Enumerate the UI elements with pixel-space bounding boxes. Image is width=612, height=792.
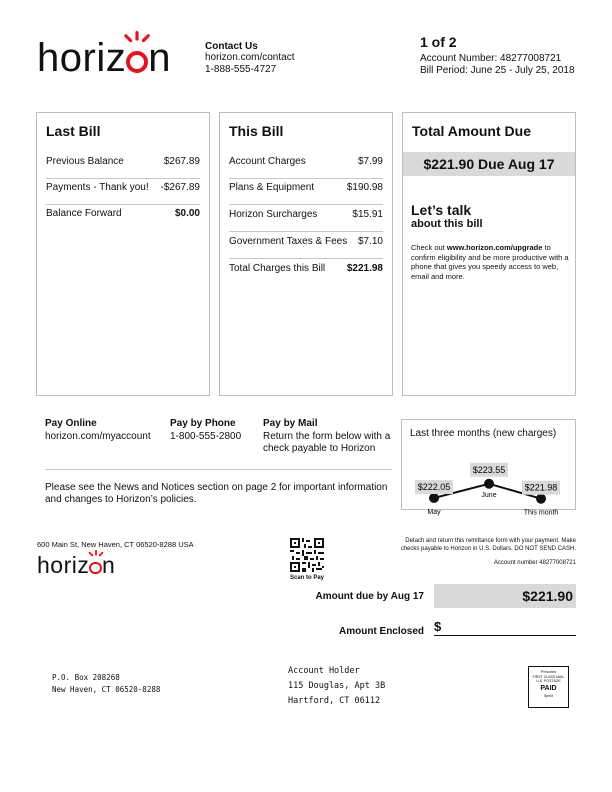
row-value: $15.91 <box>352 209 383 220</box>
postage-stamp <box>528 666 569 708</box>
charges-chart <box>401 419 576 517</box>
lets-talk-body <box>411 243 569 281</box>
chart-title: Last three months (new charges) <box>410 428 557 439</box>
data-label: $221.98 <box>524 482 558 493</box>
x-tick-label: June <box>481 491 497 499</box>
holder-line2: 115 Douglas, Apt 3B <box>288 681 386 691</box>
talk-text-post: to confirm eligibility and be more productive with a phone that gives you speedy access to web, email and more. <box>411 243 569 281</box>
row-label: Account Charges <box>229 156 306 167</box>
last-bill-panel <box>36 112 210 396</box>
data-point <box>484 479 494 489</box>
qr-code-icon <box>290 538 324 572</box>
row-label: Total Charges this Bill <box>229 263 326 274</box>
row-label: Plans & Equipment <box>229 182 315 193</box>
contact-title: Contact Us <box>205 41 258 52</box>
pay-online-title: Pay Online <box>45 418 97 429</box>
contact-block <box>205 41 295 76</box>
remit-address: 600 Main St, New Haven, CT 06520-8288 USA <box>37 540 194 549</box>
pay-phone-number[interactable]: 1-800-555-2800 <box>170 431 242 442</box>
account-block <box>420 34 575 77</box>
row-label: Horizon Surcharges <box>229 209 318 220</box>
table-row <box>46 205 200 231</box>
logo-text-start: horiz <box>37 552 90 578</box>
logo-rays-icon <box>121 31 153 47</box>
due-amount-bar: $221.90 Due Aug 17 <box>403 152 575 176</box>
logo-o-mark <box>89 554 102 577</box>
pay-phone-title: Pay by Phone <box>170 418 236 429</box>
contact-url[interactable]: horizon.com/contact <box>205 52 295 63</box>
table-row <box>229 206 383 232</box>
row-value: $7.99 <box>357 156 383 167</box>
pay-divider <box>45 469 392 470</box>
detach-note: Detach and return this remittance form with your payment. Make checks payable to Horizon in U.S. Dollars. DO NOT SEND CASH. <box>400 538 576 552</box>
data-point <box>536 494 546 504</box>
stamp-line4: Sprint <box>543 693 554 698</box>
pay-phone <box>170 418 265 442</box>
stamp-line3: U.S. POSTAGE <box>536 679 561 683</box>
pay-mail-text: Return the form below with a check payable to Horizon <box>263 431 391 454</box>
table-row <box>229 233 383 259</box>
account-number: Account Number: 48277008721 <box>420 53 562 64</box>
row-value: $7.10 <box>357 236 383 247</box>
total-due-panel <box>402 112 576 396</box>
holder-line1: Account Holder <box>288 666 360 676</box>
return-address <box>52 672 160 696</box>
data-point <box>429 493 439 503</box>
pay-mail <box>263 418 395 455</box>
table-row <box>229 179 383 205</box>
upgrade-link[interactable]: www.horizon.com/upgrade <box>446 243 543 252</box>
table-row <box>46 153 200 179</box>
talk-text-pre: Check out <box>411 243 447 252</box>
currency-symbol: $ <box>434 619 442 634</box>
this-bill-panel <box>219 112 393 396</box>
logo-text-start: horiz <box>37 36 127 80</box>
stamp-line2: FIRST CLASS MAIL <box>532 674 565 679</box>
qr-code[interactable] <box>290 538 324 577</box>
amount-enclosed-field[interactable] <box>434 619 576 636</box>
table-row <box>46 179 200 205</box>
logo-text-end: n <box>148 36 171 80</box>
holder-line3: Hartford, CT 06112 <box>288 696 381 706</box>
stamp-paid: PAID <box>540 684 557 692</box>
amount-due-value: $221.90 <box>522 588 573 604</box>
total-due-title: Total Amount Due <box>412 123 531 139</box>
lets-talk-title: Let’s talk <box>411 202 472 218</box>
table-row <box>229 153 383 179</box>
amount-enclosed-label: Amount Enclosed <box>338 626 424 637</box>
amount-due-box <box>434 584 576 608</box>
bill-period: Bill Period: June 25 - July 25, 2018 <box>420 65 575 76</box>
this-bill-title: This Bill <box>229 123 284 139</box>
logo-text-end: n <box>102 552 116 578</box>
data-label: $223.55 <box>472 464 506 475</box>
notice-text: Please see the News and Notices section on page 2 for important information and changes to Horizon’s policies. <box>45 482 388 505</box>
row-label: Balance Forward <box>46 208 122 219</box>
row-value: $0.00 <box>174 208 200 219</box>
horizon-logo <box>37 38 171 78</box>
amount-due-label: Amount due by Aug 17 <box>315 591 424 602</box>
return-address-line1: P.O. Box 208268 <box>52 673 120 682</box>
pay-mail-title: Pay by Mail <box>263 418 318 429</box>
account-holder-address <box>288 664 385 709</box>
last-bill-title: Last Bill <box>46 123 101 139</box>
page-number: 1 of 2 <box>420 34 457 50</box>
logo-rays-icon <box>86 550 104 559</box>
chart-plot <box>402 420 577 517</box>
x-tick-label: This month <box>523 509 559 517</box>
data-label: $222.05 <box>417 482 451 493</box>
remit-account-number: Account number 48277008721 <box>493 560 576 566</box>
row-value: $190.98 <box>346 182 383 193</box>
return-address-line2: New Haven, CT 06520-8288 <box>52 685 161 694</box>
logo-o-mark <box>126 38 148 78</box>
x-tick-label: May <box>427 509 441 517</box>
table-row <box>229 260 383 286</box>
scan-to-pay-label: Scan to Pay <box>289 575 324 581</box>
pay-online-link[interactable]: horizon.com/myaccount <box>45 431 151 442</box>
row-label: Previous Balance <box>46 156 124 167</box>
contact-phone[interactable]: 1-888-555-4727 <box>205 64 277 75</box>
row-label: Payments - Thank you! <box>46 182 149 193</box>
row-label: Government Taxes & Fees <box>229 236 348 247</box>
row-value: $267.89 <box>163 156 200 167</box>
stamp-line1: Presorted <box>540 670 557 674</box>
lets-talk-subtitle: about this bill <box>411 218 483 230</box>
row-value: -$267.89 <box>160 182 200 193</box>
horizon-logo-small <box>37 554 115 577</box>
row-value: $221.98 <box>346 263 383 274</box>
